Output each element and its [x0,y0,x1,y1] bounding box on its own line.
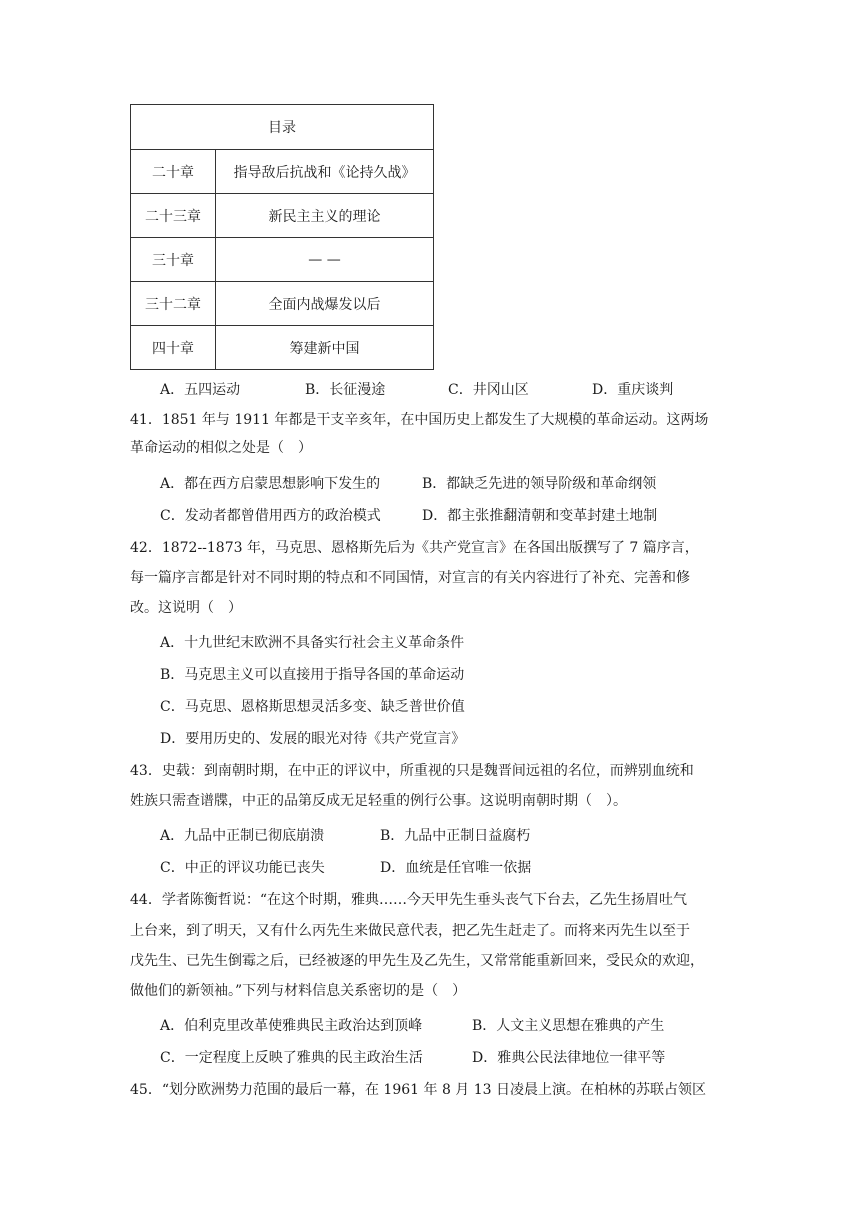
toc-chapter-title: 全面内战爆发以后 [216,282,434,326]
toc-chapter-title: 指导敌后抗战和《论持久战》 [216,150,434,194]
q43-option-a: A．九品中正制已彻底崩溃 [160,828,325,844]
q43-option-b: B．九品中正制日益腐朽 [380,828,531,844]
q43-option-c: C．中正的评议功能已丧失 [160,860,325,876]
q44-option-b: B．人文主义思想在雅典的产生 [472,1018,665,1034]
q44-option-a: A．伯利克里改革使雅典民主政治达到顶峰 [160,1018,423,1034]
question-41-line-2: 革命运动的相似之处是（ ） [130,440,312,456]
question-42-line-2: 每一篇序言都是针对不同时期的特点和不同国情，对宣言的有关内容进行了补充、完善和修 [130,570,690,586]
q42-option-a: A．十九世纪末欧洲不具备实行社会主义革命条件 [160,635,465,651]
toc-chapter-title: — — [216,238,434,282]
table-row [131,150,434,194]
q40-option-b: B．长征漫途 [305,382,386,398]
q44-option-d: D．雅典公民法律地位一律平等 [472,1050,666,1066]
toc-chapter: 三十二章 [131,282,216,326]
table-of-contents [130,104,434,370]
question-44-line-4: 做他们的新领袖。”下列与材料信息关系密切的是（ ） [130,983,467,999]
toc-chapter: 四十章 [131,326,216,370]
question-45-line-1: 45．“划分欧洲势力范围的最后一幕，在 1961 年 8 月 13 日凌晨上演。在柏林的苏联占领区 [130,1082,707,1098]
toc-chapter: 二十三章 [131,194,216,238]
toc-chapter-title: 新民主主义的理论 [216,194,434,238]
toc-chapter: 二十章 [131,150,216,194]
question-42-line-1: 42．1872--1873 年，马克思、恩格斯先后为《共产党宣言》在各国出版撰写了 7 篇序言， [130,540,699,556]
q41-option-a: A．都在西方启蒙思想影响下发生的 [160,476,381,492]
q42-option-b: B．马克思主义可以直接用于指导各国的革命运动 [160,667,465,683]
toc-chapter: 三十章 [131,238,216,282]
q40-option-d: D．重庆谈判 [592,382,674,398]
q41-option-b: B．都缺乏先进的领导阶级和革命纲领 [422,476,657,492]
question-44-line-3: 戊先生、已先生倒霉之后，已经被逐的甲先生及乙先生，又常常能重新回来，受民众的欢迎， [130,953,704,969]
q41-option-d: D．都主张推翻清朝和变革封建土地制 [422,508,658,524]
table-row [131,238,434,282]
question-43-line-2: 姓族只需查谱牒，中正的品第反成无足轻重的例行公事。这说明南朝时期（ ）。 [130,793,627,809]
question-42-line-3: 改。这说明（ ） [130,600,242,616]
q41-option-c: C．发动者都曾借用西方的政治模式 [160,508,381,524]
q43-option-d: D．血统是任官唯一依据 [380,860,532,876]
q40-option-a: A．五四运动 [160,382,241,398]
question-44-line-1: 44．学者陈衡哲说：“在这个时期，雅典……今天甲先生垂头丧气下台去，乙先生扬眉吐气 [130,892,687,908]
q42-option-c: C．马克思、恩格斯思想灵活多变、缺乏普世价值 [160,699,465,715]
toc-chapter-title: 筹建新中国 [216,326,434,370]
toc-title: 目录 [131,105,434,150]
q40-option-c: C．井冈山区 [448,382,529,398]
question-44-line-2: 上台来，到了明天，又有什么丙先生来做民意代表，把乙先生赶走了。而将来丙先生以至于 [130,923,690,939]
table-row [131,326,434,370]
table-row [131,282,434,326]
q44-option-c: C．一定程度上反映了雅典的民主政治生活 [160,1050,423,1066]
question-43-line-1: 43．史载：到南朝时期，在中正的评议中，所重视的只是魏晋间远祖的名位，而辨别血统和 [130,763,694,779]
q42-option-d: D．要用历史的、发展的眼光对待《共产党宣言》 [160,731,466,747]
table-row [131,194,434,238]
question-41-line-1: 41．1851 年与 1911 年都是干支辛亥年，在中国历史上都发生了大规模的革命运动。这两场 [130,412,709,428]
